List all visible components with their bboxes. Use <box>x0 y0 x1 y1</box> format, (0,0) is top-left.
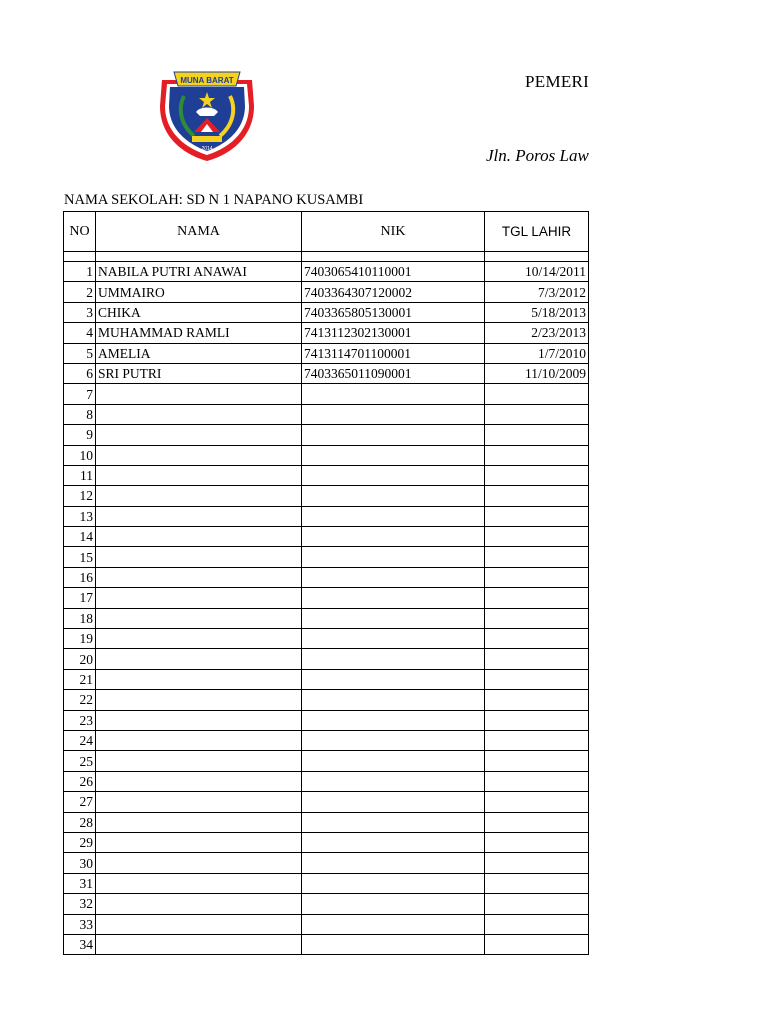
tgl-lahir-cell[interactable] <box>485 690 589 710</box>
no-cell[interactable]: 5 <box>64 343 96 363</box>
nama-cell[interactable] <box>96 486 302 506</box>
nama-cell[interactable] <box>96 384 302 404</box>
tgl-lahir-cell[interactable] <box>485 527 589 547</box>
nama-cell[interactable] <box>96 894 302 914</box>
no-cell[interactable]: 23 <box>64 710 96 730</box>
tgl-lahir-cell[interactable] <box>485 425 589 445</box>
tgl-lahir-cell[interactable] <box>485 710 589 730</box>
tgl-lahir-cell[interactable] <box>485 730 589 750</box>
government-title: PEMERI <box>525 72 590 91</box>
table-row <box>64 914 589 934</box>
nama-cell[interactable] <box>96 812 302 832</box>
table-row <box>64 934 589 954</box>
no-cell[interactable]: 9 <box>64 425 96 445</box>
no-cell[interactable]: 31 <box>64 873 96 893</box>
no-cell[interactable]: 22 <box>64 690 96 710</box>
no-cell[interactable]: 4 <box>64 323 96 343</box>
no-cell[interactable]: 34 <box>64 934 96 954</box>
nama-cell[interactable] <box>96 404 302 424</box>
table-row <box>64 792 589 812</box>
table-row <box>64 506 589 526</box>
nama-cell[interactable] <box>96 832 302 852</box>
table-row <box>64 730 589 750</box>
tgl-lahir-cell[interactable] <box>485 445 589 465</box>
tgl-lahir-cell[interactable] <box>485 649 589 669</box>
school-name-label: NAMA SEKOLAH: SD N 1 NAPANO KUSAMBI <box>64 192 364 208</box>
nama-cell[interactable] <box>96 914 302 934</box>
tgl-lahir-cell[interactable] <box>485 608 589 628</box>
table-row <box>64 629 589 649</box>
table-header-row <box>64 212 589 252</box>
nama-cell[interactable] <box>96 629 302 649</box>
nik-cell[interactable] <box>302 832 485 852</box>
no-cell[interactable]: 12 <box>64 486 96 506</box>
nik-cell[interactable] <box>302 425 485 445</box>
nik-cell[interactable]: 7403365805130001 <box>302 302 485 322</box>
tgl-lahir-cell[interactable] <box>485 404 589 424</box>
nama-cell[interactable]: MUHAMMAD RAMLI <box>96 323 302 343</box>
tgl-lahir-cell[interactable] <box>485 853 589 873</box>
nama-cell[interactable] <box>96 588 302 608</box>
nama-cell[interactable]: AMELIA <box>96 343 302 363</box>
table-row <box>64 649 589 669</box>
table-row <box>64 853 589 873</box>
nama-cell[interactable] <box>96 527 302 547</box>
table-row <box>64 384 589 404</box>
nik-cell[interactable] <box>302 465 485 485</box>
tgl-lahir-cell[interactable] <box>485 812 589 832</box>
nik-cell[interactable]: 7413112302130001 <box>302 323 485 343</box>
nik-cell[interactable] <box>302 853 485 873</box>
nama-cell[interactable] <box>96 751 302 771</box>
column-header-nama: NAMA <box>96 212 302 252</box>
tgl-lahir-cell[interactable] <box>485 873 589 893</box>
nik-cell[interactable] <box>302 608 485 628</box>
nik-cell[interactable] <box>302 873 485 893</box>
nik-cell[interactable] <box>302 445 485 465</box>
column-header-nik: NIK <box>302 212 485 252</box>
table-row <box>64 751 589 771</box>
nama-cell[interactable]: UMMAIRO <box>96 282 302 302</box>
table-row <box>64 262 589 282</box>
no-cell[interactable]: 19 <box>64 629 96 649</box>
nik-cell[interactable] <box>302 527 485 547</box>
nik-cell[interactable] <box>302 384 485 404</box>
no-cell[interactable]: 33 <box>64 914 96 934</box>
table-row <box>64 486 589 506</box>
tgl-lahir-cell[interactable] <box>485 629 589 649</box>
tgl-lahir-cell[interactable]: 11/10/2009 <box>485 363 589 383</box>
tgl-lahir-cell[interactable] <box>485 832 589 852</box>
nama-cell[interactable] <box>96 934 302 954</box>
no-cell[interactable]: 17 <box>64 588 96 608</box>
no-cell[interactable]: 29 <box>64 832 96 852</box>
table-row <box>64 323 589 343</box>
tgl-lahir-cell[interactable] <box>485 792 589 812</box>
tgl-lahir-cell[interactable] <box>485 588 589 608</box>
nik-cell[interactable] <box>302 730 485 750</box>
column-header-no: NO <box>64 212 96 252</box>
spacer-cell <box>96 252 302 262</box>
nik-cell[interactable] <box>302 669 485 689</box>
nama-cell[interactable]: NABILA PUTRI ANAWAI <box>96 262 302 282</box>
table-row <box>64 527 589 547</box>
nik-cell[interactable] <box>302 506 485 526</box>
table-row <box>64 710 589 730</box>
nama-cell[interactable] <box>96 669 302 689</box>
no-cell[interactable]: 2 <box>64 282 96 302</box>
nik-cell[interactable] <box>302 771 485 791</box>
no-cell[interactable]: 18 <box>64 608 96 628</box>
no-cell[interactable]: 32 <box>64 894 96 914</box>
tgl-lahir-cell[interactable] <box>485 384 589 404</box>
nama-cell[interactable] <box>96 567 302 587</box>
nama-cell[interactable] <box>96 792 302 812</box>
no-cell[interactable]: 24 <box>64 730 96 750</box>
table-row <box>64 404 589 424</box>
nama-cell[interactable] <box>96 506 302 526</box>
no-cell[interactable]: 10 <box>64 445 96 465</box>
nik-cell[interactable]: 7403364307120002 <box>302 282 485 302</box>
nama-cell[interactable] <box>96 873 302 893</box>
nama-cell[interactable] <box>96 853 302 873</box>
table-row <box>64 832 589 852</box>
nama-cell[interactable]: SRI PUTRI <box>96 363 302 383</box>
tgl-lahir-cell[interactable] <box>485 465 589 485</box>
table-row <box>64 445 589 465</box>
nama-cell[interactable] <box>96 608 302 628</box>
spacer-cell <box>485 252 589 262</box>
table-row <box>64 894 589 914</box>
tgl-lahir-cell[interactable] <box>485 506 589 526</box>
table-row <box>64 282 589 302</box>
nama-cell[interactable] <box>96 425 302 445</box>
tgl-lahir-cell[interactable] <box>485 894 589 914</box>
nik-cell[interactable] <box>302 567 485 587</box>
nik-cell[interactable] <box>302 486 485 506</box>
student-table <box>63 211 589 955</box>
nama-cell[interactable] <box>96 771 302 791</box>
no-cell[interactable]: 7 <box>64 384 96 404</box>
nama-cell[interactable] <box>96 730 302 750</box>
tgl-lahir-cell[interactable] <box>485 567 589 587</box>
nama-cell[interactable] <box>96 690 302 710</box>
nik-cell[interactable] <box>302 792 485 812</box>
nik-cell[interactable] <box>302 404 485 424</box>
tgl-lahir-cell[interactable] <box>485 934 589 954</box>
nik-cell[interactable] <box>302 751 485 771</box>
no-cell[interactable]: 15 <box>64 547 96 567</box>
nama-cell[interactable]: CHIKA <box>96 302 302 322</box>
tgl-lahir-cell[interactable]: 2/23/2013 <box>485 323 589 343</box>
no-cell[interactable]: 8 <box>64 404 96 424</box>
tgl-lahir-cell[interactable]: 10/14/2011 <box>485 262 589 282</box>
no-cell[interactable]: 30 <box>64 853 96 873</box>
no-cell[interactable]: 13 <box>64 506 96 526</box>
spacer-cell <box>302 252 485 262</box>
nik-cell[interactable]: 7403365011090001 <box>302 363 485 383</box>
nama-cell[interactable] <box>96 649 302 669</box>
table-row <box>64 608 589 628</box>
tgl-lahir-cell[interactable] <box>485 669 589 689</box>
nama-cell[interactable] <box>96 445 302 465</box>
table-row <box>64 873 589 893</box>
table-row <box>64 588 589 608</box>
tgl-lahir-cell[interactable] <box>485 751 589 771</box>
nik-cell[interactable] <box>302 629 485 649</box>
no-cell[interactable]: 6 <box>64 363 96 383</box>
nik-cell[interactable] <box>302 894 485 914</box>
no-cell[interactable]: 26 <box>64 771 96 791</box>
address-line: Jln. Poros Law <box>486 146 589 165</box>
table-row <box>64 343 589 363</box>
nik-cell[interactable] <box>302 710 485 730</box>
no-cell[interactable]: 25 <box>64 751 96 771</box>
no-cell[interactable]: 3 <box>64 302 96 322</box>
table-row <box>64 669 589 689</box>
table-row <box>64 363 589 383</box>
nik-cell[interactable] <box>302 934 485 954</box>
nik-cell[interactable] <box>302 812 485 832</box>
table-row <box>64 547 589 567</box>
nik-cell[interactable] <box>302 649 485 669</box>
table-body <box>64 252 589 955</box>
nik-cell[interactable] <box>302 588 485 608</box>
no-cell[interactable]: 27 <box>64 792 96 812</box>
nik-cell[interactable]: 7403065410110001 <box>302 262 485 282</box>
nik-cell[interactable]: 7413114701100001 <box>302 343 485 363</box>
tgl-lahir-cell[interactable]: 1/7/2010 <box>485 343 589 363</box>
table-row <box>64 690 589 710</box>
no-cell[interactable]: 16 <box>64 567 96 587</box>
no-cell[interactable]: 20 <box>64 649 96 669</box>
nik-cell[interactable] <box>302 914 485 934</box>
tgl-lahir-cell[interactable] <box>485 486 589 506</box>
tgl-lahir-cell[interactable] <box>485 914 589 934</box>
table-row <box>64 425 589 445</box>
table-row <box>64 302 589 322</box>
table-row <box>64 812 589 832</box>
nik-cell[interactable] <box>302 547 485 567</box>
column-header-tgl-lahir: TGL LAHIR <box>485 212 589 252</box>
tgl-lahir-cell[interactable] <box>485 547 589 567</box>
nik-cell[interactable] <box>302 690 485 710</box>
no-cell[interactable]: 11 <box>64 465 96 485</box>
svg-text:2014: 2014 <box>201 146 213 152</box>
table-row <box>64 771 589 791</box>
svg-text:MUNA BARAT: MUNA BARAT <box>180 76 234 85</box>
no-cell[interactable]: 21 <box>64 669 96 689</box>
no-cell[interactable]: 14 <box>64 527 96 547</box>
no-cell[interactable]: 1 <box>64 262 96 282</box>
spacer-cell <box>64 252 96 262</box>
tgl-lahir-cell[interactable]: 7/3/2012 <box>485 282 589 302</box>
table-row <box>64 567 589 587</box>
header-spacer-row <box>64 252 589 262</box>
tgl-lahir-cell[interactable]: 5/18/2013 <box>485 302 589 322</box>
tgl-lahir-cell[interactable] <box>485 771 589 791</box>
nama-cell[interactable] <box>96 710 302 730</box>
nama-cell[interactable] <box>96 547 302 567</box>
table-row <box>64 465 589 485</box>
no-cell[interactable]: 28 <box>64 812 96 832</box>
nama-cell[interactable] <box>96 465 302 485</box>
